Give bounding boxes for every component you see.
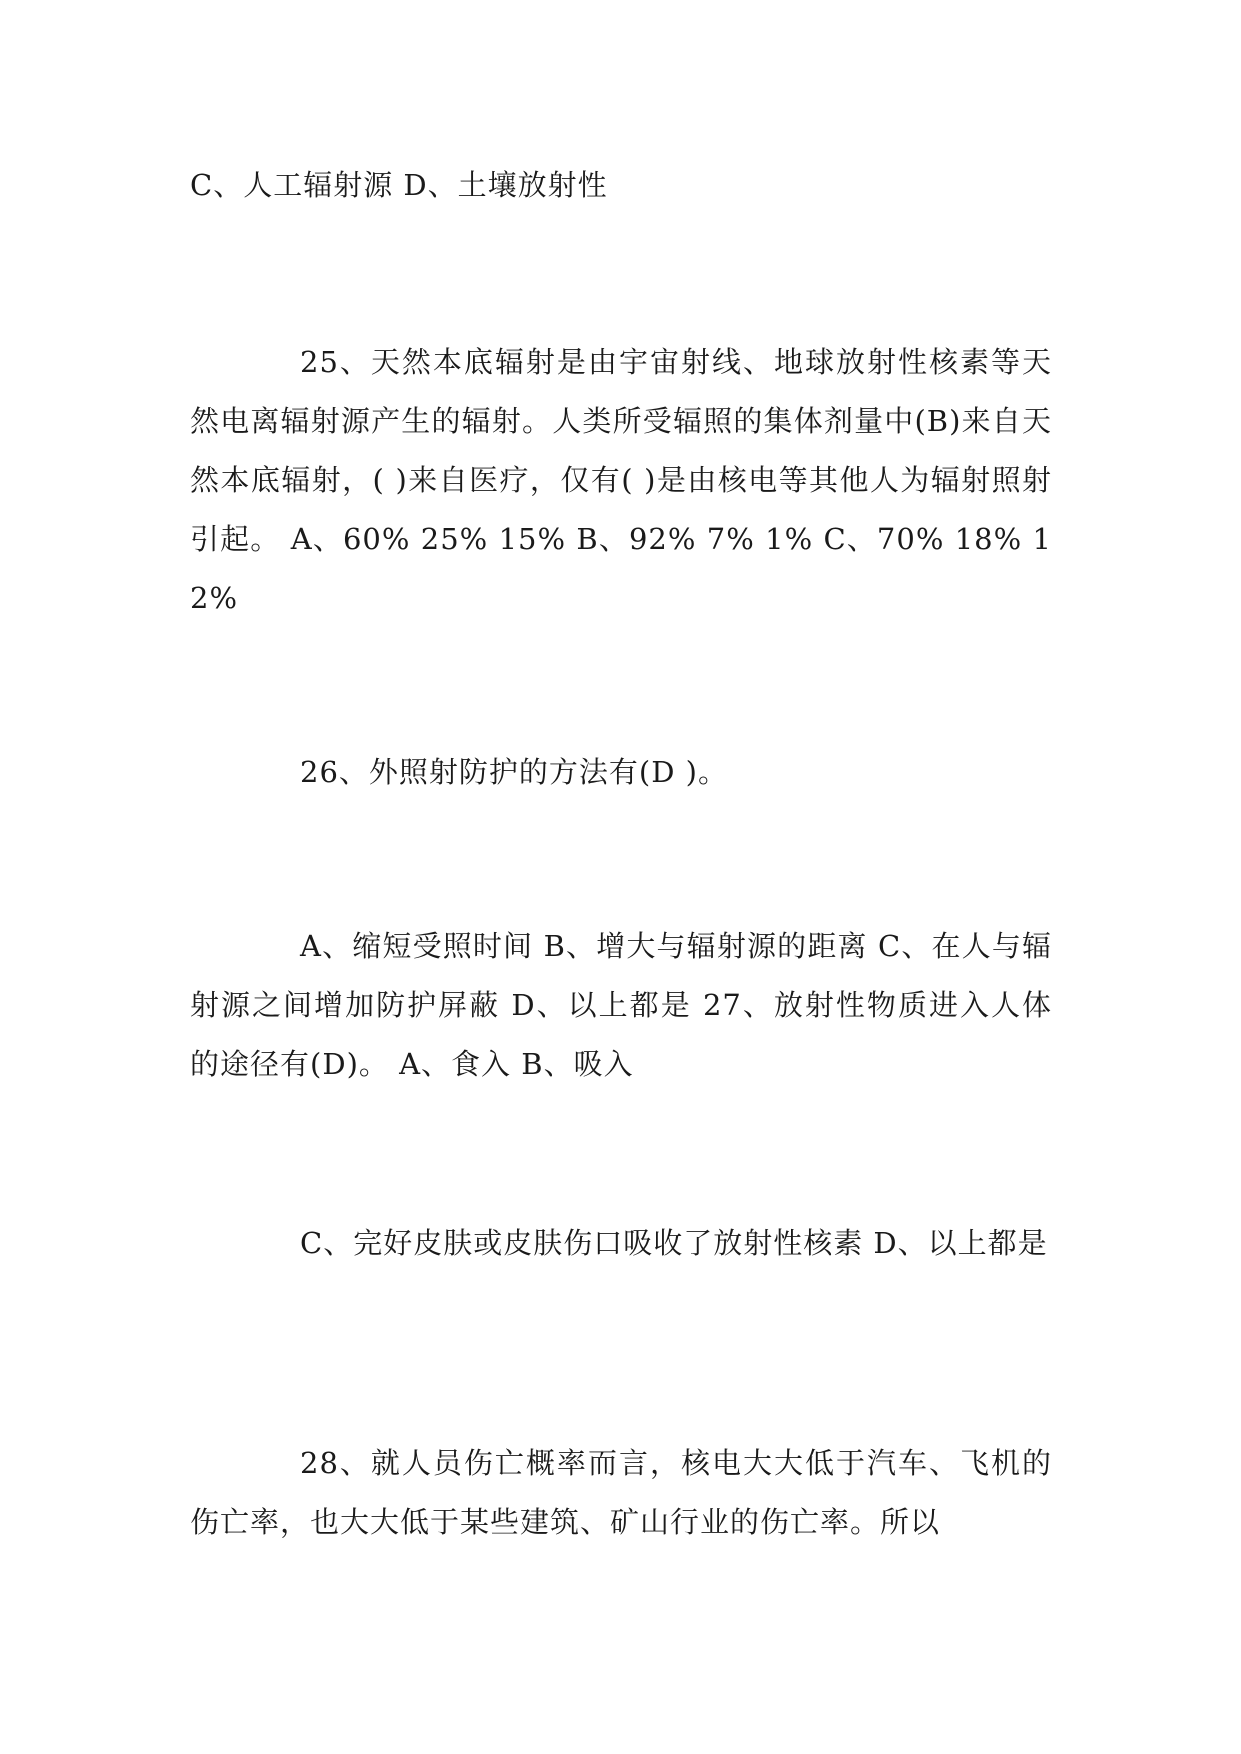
paragraph-question-27-options: C、完好皮肤或皮肤伤口吸收了放射性核素 D、以上都是 — [300, 1226, 1048, 1260]
paragraph-question-28: 28、就人员伤亡概率而言，核电大大低于汽车、飞机的伤亡率，也大大低于某些建筑、矿山行业的伤亡率。所以 — [190, 1446, 1052, 1539]
paragraph-options-c-d: C、人工辐射源 D、土壤放射性 — [190, 168, 608, 202]
paragraph-question-25: 25、天然本底辐射是由宇宙射线、地球放射性核素等天然电离辐射源产生的辐射。人类所受辐照的集体剂量中(B)来自天然本底辐射，( )来自医疗，仅有( )是由核电等其他人为辐射照射引起。 A、60% 25% 15% B、92% 7% 1% C、70% 18% 12% — [190, 345, 1052, 615]
paragraph-question-26-options-and-27: A、缩短受照时间 B、增大与辐射源的距离 C、在人与辐射源之间增加防护屏蔽 D、以上都是 27、放射性物质进入人体的途径有(D)。 A、食入 B、吸入 — [190, 929, 1052, 1081]
paragraph-question-26: 26、外照射防护的方法有(D )。 — [300, 755, 728, 789]
